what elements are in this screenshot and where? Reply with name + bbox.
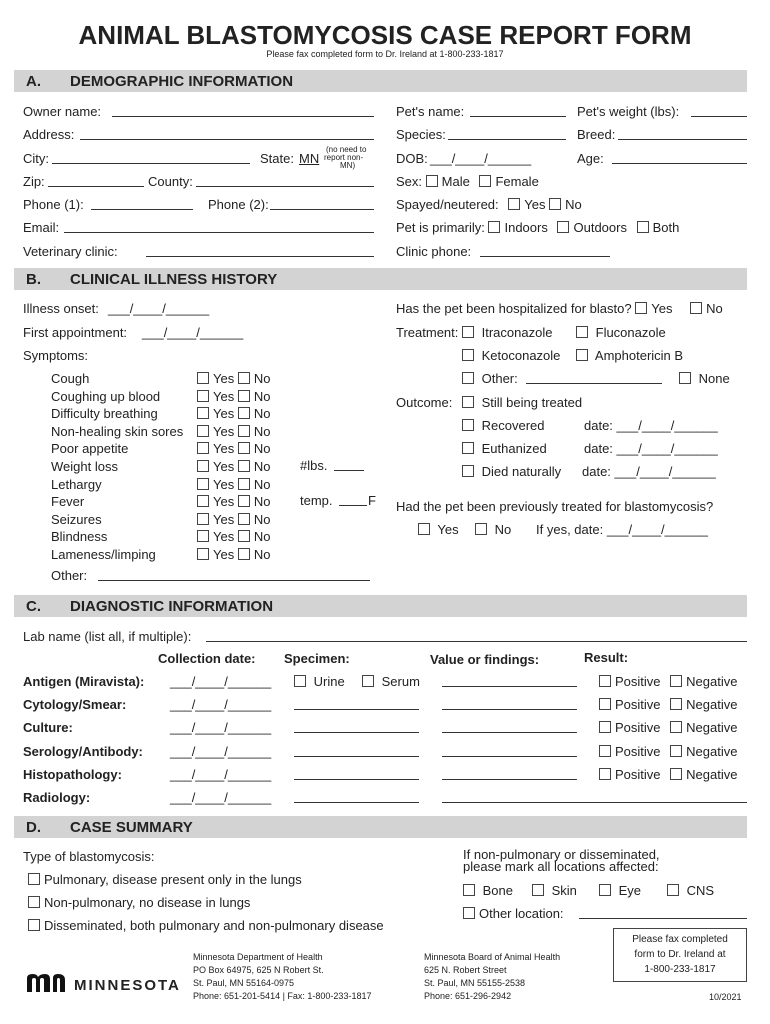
indoors-checkbox[interactable] (488, 221, 500, 233)
collection-date-field[interactable]: ___/____/______ (170, 743, 272, 759)
urine-label: Urine (313, 674, 345, 689)
symptom-label: Lethargy (51, 476, 102, 492)
other-symptom-field[interactable] (98, 580, 370, 581)
specimen-header: Specimen: (284, 651, 350, 666)
symptom-label: Cough (51, 371, 90, 386)
diagnostic-row-label: Radiology: (23, 790, 91, 805)
symptom-yes-checkbox[interactable] (197, 513, 209, 525)
bah-city: St. Paul, MN 55155-2538 (424, 978, 526, 988)
still-treated-checkbox[interactable] (462, 396, 474, 408)
none-checkbox[interactable] (679, 372, 691, 384)
section-title: DIAGNOSTIC INFORMATION (70, 598, 274, 615)
fax-box (613, 928, 747, 982)
outdoors-checkbox[interactable] (557, 221, 569, 233)
address-field[interactable] (80, 139, 374, 140)
value-field[interactable] (442, 732, 577, 733)
symptom-no-checkbox[interactable] (238, 513, 250, 525)
hospitalized-label: Has the pet been hospitalized for blasto? (396, 301, 632, 316)
symptom-no-checkbox[interactable] (238, 390, 250, 402)
mn-logo (25, 972, 67, 998)
breed-field[interactable] (618, 139, 747, 140)
section-b-header (14, 268, 747, 290)
fluconazole-checkbox[interactable] (576, 326, 588, 338)
symptom-label: Non-healing skin sores (51, 423, 184, 439)
ketoconazole-checkbox[interactable] (462, 349, 474, 361)
result-options (599, 744, 737, 760)
clinic-phone-label: Clinic phone: (396, 244, 472, 259)
symptom-no-checkbox[interactable] (238, 442, 250, 454)
other-location-label: Other location: (479, 906, 564, 921)
symptom-no-checkbox[interactable] (238, 407, 250, 419)
positive-checkbox[interactable] (599, 675, 611, 687)
negative-label: Negative (686, 720, 738, 736)
disseminated-label: Disseminated, both pulmonary and non-pulmonary disease (44, 918, 384, 933)
positive-label: Positive (615, 743, 661, 759)
pet-name-label: Pet's name: (396, 104, 465, 119)
fax-line: 1-800-233-1817 (644, 964, 716, 975)
symptom-yes-checkbox[interactable] (197, 495, 209, 507)
symptom-yes-checkbox[interactable] (197, 460, 209, 472)
yes-label: Yes (213, 388, 235, 404)
email-label: Email: (23, 220, 60, 235)
female-label: Female (495, 174, 539, 189)
pet-name-field[interactable] (470, 116, 566, 117)
no-label: No (565, 197, 582, 212)
lab-name-label: Lab name (list all, if multiple): (23, 629, 192, 644)
breed-label: Breed: (577, 127, 616, 142)
state-value: MN (299, 151, 320, 166)
section-title: CASE SUMMARY (70, 819, 193, 836)
prev-no-checkbox[interactable] (475, 523, 487, 535)
temp-label: temp. (300, 493, 333, 508)
symptom-yes-no (197, 389, 270, 405)
symptom-yes-no (197, 494, 270, 510)
hospitalized-yes-checkbox[interactable] (635, 302, 647, 314)
lab-name-field[interactable] (206, 641, 747, 642)
zip-field[interactable] (48, 186, 144, 187)
cns-label: CNS (686, 883, 715, 898)
specimen-field[interactable] (294, 802, 419, 803)
none-label: None (698, 371, 730, 386)
other-symptom-label: Other: (51, 568, 88, 583)
other-treatment-field[interactable] (526, 383, 662, 384)
state-note: report non- (324, 153, 364, 162)
specimen-field[interactable] (294, 779, 419, 780)
section-letter: A. (26, 73, 41, 90)
date-label: date: (584, 418, 613, 433)
symptom-label: Poor appetite (51, 441, 129, 457)
mn-logo-icon (25, 972, 67, 994)
primarily-label: Pet is primarily: (396, 220, 485, 235)
state-note: (no need to (326, 145, 367, 154)
species-label: Species: (396, 127, 446, 142)
address-label: Address: (23, 127, 75, 142)
positive-label: Positive (615, 720, 661, 736)
pulmonary-checkbox[interactable] (28, 873, 40, 885)
fax-line: Please fax completed (632, 934, 728, 945)
symptom-yes-checkbox[interactable] (197, 425, 209, 437)
sex-label: Sex: (396, 174, 423, 189)
diagnostic-row-label: Antigen (Miravista): (23, 674, 145, 689)
symptom-yes-no (197, 477, 270, 493)
positive-checkbox[interactable] (599, 768, 611, 780)
no-label: No (253, 511, 271, 527)
section-c-header (14, 595, 747, 617)
itraconazole-label: Itraconazole (481, 325, 553, 340)
fluconazole-label: Fluconazole (595, 325, 666, 340)
yes-label: Yes (524, 197, 546, 212)
spayed-no-checkbox[interactable] (549, 198, 561, 210)
bone-checkbox[interactable] (463, 884, 475, 896)
state-note: MN) (340, 161, 356, 170)
age-label: Age: (577, 151, 604, 166)
result-options (599, 767, 737, 783)
symptom-yes-checkbox[interactable] (197, 478, 209, 490)
county-label: County: (148, 174, 193, 189)
positive-checkbox[interactable] (599, 721, 611, 733)
yes-label: Yes (213, 511, 235, 527)
section-title: CLINICAL ILLNESS HISTORY (70, 271, 278, 288)
symptom-yes-no (197, 441, 270, 457)
recovered-checkbox[interactable] (462, 419, 474, 431)
positive-label: Positive (615, 674, 661, 689)
if-yes-date-label: If yes, date: (536, 522, 604, 537)
symptom-no-checkbox[interactable] (238, 495, 250, 507)
still-treated-label: Still being treated (481, 395, 583, 410)
symptom-label: Seizures (51, 511, 102, 527)
euthanized-label: Euthanized (481, 441, 547, 456)
symptom-yes-no (197, 371, 270, 387)
negative-checkbox[interactable] (670, 745, 682, 757)
symptom-label: Lameness/limping (51, 547, 156, 562)
section-title: DEMOGRAPHIC INFORMATION (70, 73, 294, 90)
non-pulmonary-label: Non-pulmonary, no disease in lungs (44, 895, 251, 910)
prev-yes-checkbox[interactable] (418, 523, 430, 535)
yes-label: Yes (213, 441, 235, 457)
lbs-field[interactable] (334, 470, 364, 471)
serum-label: Serum (381, 674, 420, 689)
county-field[interactable] (196, 186, 374, 187)
onset-date-field[interactable]: ___/____/______ (108, 301, 210, 316)
yes-label: Yes (213, 494, 235, 510)
result-options (599, 697, 737, 713)
serum-checkbox[interactable] (362, 675, 374, 687)
owner-label: Owner name: (23, 104, 102, 119)
symptom-yes-no (197, 547, 270, 563)
collection-date-header: Collection date: (158, 651, 256, 666)
symptom-label: Coughing up blood (51, 388, 161, 404)
bone-label: Bone (482, 883, 513, 898)
mdh-name: Minnesota Department of Health (193, 952, 323, 962)
prev-date-field[interactable]: ___/____/______ (606, 522, 709, 537)
symptom-yes-checkbox[interactable] (197, 390, 209, 402)
symptom-yes-no (197, 459, 270, 475)
yes-label: Yes (213, 423, 235, 439)
collection-date-field[interactable]: ___/____/______ (170, 766, 272, 782)
indoors-label: Indoors (504, 220, 548, 235)
specimen-field[interactable] (294, 732, 419, 733)
phone2-label: Phone (2): (208, 197, 269, 212)
symptom-no-checkbox[interactable] (238, 478, 250, 490)
first-appointment-date-field[interactable]: ___/____/______ (142, 325, 244, 340)
no-label: No (253, 406, 271, 422)
other-treatment-label: Other: (481, 371, 518, 386)
specimen-field[interactable] (294, 756, 419, 757)
skin-checkbox[interactable] (532, 884, 544, 896)
pet-weight-field[interactable] (691, 116, 747, 117)
previously-treated-label: Had the pet been previously treated for blastomycosis? (396, 499, 714, 514)
mdh-phone: Phone: 651-201-5414 | Fax: 1-800-233-1817 (193, 991, 372, 1001)
symptoms-label: Symptoms: (23, 348, 89, 363)
owner-field[interactable] (112, 116, 374, 117)
negative-checkbox[interactable] (670, 698, 682, 710)
female-checkbox[interactable] (479, 175, 491, 187)
locations-label-1: If non-pulmonary or disseminated, (463, 847, 660, 862)
value-field[interactable] (442, 802, 747, 803)
diagnostic-row-label: Serology/Antibody: (23, 743, 143, 759)
bah-name: Minnesota Board of Animal Health (424, 952, 561, 962)
outcome-label: Outcome: (396, 395, 453, 410)
urine-checkbox[interactable] (294, 675, 306, 687)
no-label: No (253, 459, 271, 474)
yes-label: Yes (213, 547, 235, 562)
clinic-phone-field[interactable] (480, 256, 610, 257)
both-checkbox[interactable] (637, 221, 649, 233)
treatment-label: Treatment: (396, 325, 459, 340)
symptom-no-checkbox[interactable] (238, 425, 250, 437)
negative-label: Negative (686, 697, 738, 713)
eye-label: Eye (618, 883, 642, 898)
positive-label: Positive (615, 697, 661, 713)
hospitalized-no-checkbox[interactable] (690, 302, 702, 314)
itraconazole-checkbox[interactable] (462, 326, 474, 338)
negative-checkbox[interactable] (670, 721, 682, 733)
result-header: Result: (584, 650, 629, 665)
first-appointment-label: First appointment: (23, 325, 128, 340)
zip-label: Zip: (23, 174, 45, 189)
symptom-no-checkbox[interactable] (238, 548, 250, 560)
no-label: No (253, 494, 271, 510)
negative-label: Negative (686, 743, 738, 759)
symptom-yes-checkbox[interactable] (197, 372, 209, 384)
no-label: No (253, 441, 271, 457)
value-field[interactable] (442, 756, 577, 757)
skin-label: Skin (551, 883, 577, 898)
no-label: No (253, 371, 271, 386)
value-header: Value or findings: (430, 652, 540, 667)
other-location-field[interactable] (579, 918, 747, 919)
yes-label: Yes (213, 406, 235, 422)
other-treatment-checkbox[interactable] (462, 372, 474, 384)
locations-label-2: please mark all locations affected: (463, 859, 659, 874)
dob-field[interactable]: ___/____/______ (430, 151, 532, 166)
specimen-field[interactable] (294, 709, 419, 710)
symptom-yes-checkbox[interactable] (197, 530, 209, 542)
negative-label: Negative (686, 674, 738, 689)
collection-date-field[interactable]: ___/____/______ (170, 720, 272, 736)
yes-label: Yes (213, 371, 235, 386)
amphotericin-label: Amphotericin B (594, 348, 684, 363)
section-letter: B. (26, 271, 41, 288)
section-a-header (14, 70, 747, 92)
non-pulmonary-checkbox[interactable] (28, 896, 40, 908)
mdh-address: PO Box 64975, 625 N Robert St. (193, 965, 324, 975)
male-checkbox[interactable] (426, 175, 438, 187)
collection-date-field[interactable]: ___/____/______ (170, 790, 272, 805)
symptom-no-checkbox[interactable] (238, 530, 250, 542)
value-field[interactable] (442, 709, 577, 710)
symptom-yes-no (197, 529, 270, 545)
section-letter: D. (26, 819, 41, 836)
vet-label: Veterinary clinic: (23, 244, 118, 259)
mn-logo-text: MINNESOTA (74, 977, 181, 994)
bah-address: 625 N. Robert Street (424, 965, 507, 975)
date-label: date: (584, 441, 613, 456)
yes-label: Yes (651, 301, 673, 316)
symptom-label: Weight loss (51, 459, 118, 474)
no-label: No (253, 529, 271, 545)
yes-label: Yes (213, 529, 235, 545)
symptom-yes-checkbox[interactable] (197, 442, 209, 454)
fax-line: form to Dr. Ireland at (634, 949, 726, 960)
other-location-checkbox[interactable] (463, 907, 475, 919)
no-label: No (494, 522, 512, 537)
pulmonary-label: Pulmonary, disease present only in the lungs (44, 872, 302, 887)
symptom-label: Blindness (51, 529, 108, 545)
email-field[interactable] (64, 232, 374, 233)
symptom-no-checkbox[interactable] (238, 372, 250, 384)
ketoconazole-label: Ketoconazole (481, 348, 561, 363)
cns-checkbox[interactable] (667, 884, 679, 896)
dob-label: DOB: (396, 151, 428, 166)
disseminated-checkbox[interactable] (28, 919, 40, 931)
died-naturally-label: Died naturally (481, 464, 562, 479)
temp-field[interactable] (339, 505, 367, 506)
negative-checkbox[interactable] (670, 768, 682, 780)
temp-unit: F (368, 493, 376, 508)
no-label: No (706, 301, 723, 316)
collection-date-field[interactable]: ___/____/______ (170, 697, 272, 713)
symptom-label: Fever (51, 494, 85, 510)
section-d-header (14, 816, 747, 838)
collection-date-field[interactable]: ___/____/______ (170, 674, 272, 689)
value-field[interactable] (442, 779, 577, 780)
positive-checkbox[interactable] (599, 745, 611, 757)
diagnostic-row-label: Culture: (23, 720, 73, 736)
result-options (599, 674, 737, 690)
eye-checkbox[interactable] (599, 884, 611, 896)
no-label: No (253, 547, 271, 562)
died-date-field[interactable]: ___/____/______ (614, 464, 716, 479)
both-label: Both (652, 220, 680, 235)
age-field[interactable] (612, 163, 747, 164)
symptom-yes-no (197, 512, 270, 528)
phone1-field[interactable] (91, 209, 193, 210)
city-field[interactable] (52, 163, 250, 164)
onset-label: Illness onset: (23, 301, 99, 316)
spayed-yes-checkbox[interactable] (508, 198, 520, 210)
date-label: date: (582, 464, 611, 479)
lbs-label: #lbs. (300, 458, 328, 473)
value-field[interactable] (442, 686, 577, 687)
species-field[interactable] (448, 139, 566, 140)
form-date: 10/2021 (709, 992, 742, 1002)
result-options (599, 720, 737, 736)
phone2-field[interactable] (270, 209, 374, 210)
symptom-yes-checkbox[interactable] (197, 548, 209, 560)
recovered-label: Recovered (481, 418, 545, 433)
yes-label: Yes (213, 459, 235, 474)
euthanized-date-field[interactable]: ___/____/______ (616, 441, 718, 456)
bah-phone: Phone: 651-296-2942 (424, 991, 512, 1001)
negative-label: Negative (686, 766, 738, 782)
symptom-yes-no (197, 406, 270, 422)
male-label: Male (441, 174, 470, 189)
phone1-label: Phone (1): (23, 197, 84, 212)
died-naturally-checkbox[interactable] (462, 465, 474, 477)
symptom-label: Difficulty breathing (51, 406, 158, 422)
type-label: Type of blastomycosis: (23, 849, 155, 864)
vet-field[interactable] (146, 256, 374, 257)
spayed-label: Spayed/neutered: (396, 197, 499, 212)
pet-weight-label: Pet's weight (lbs): (577, 104, 680, 119)
diagnostic-row-label: Histopathology: (23, 766, 122, 782)
form-title: ANIMAL BLASTOMYCOSIS CASE REPORT FORM (78, 20, 692, 50)
amphotericin-checkbox[interactable] (576, 349, 588, 361)
state-label: State: (260, 151, 294, 166)
recovered-date-field[interactable]: ___/____/______ (616, 418, 718, 433)
yes-label: Yes (213, 476, 235, 492)
no-label: No (253, 423, 271, 439)
euthanized-checkbox[interactable] (462, 442, 474, 454)
symptom-yes-no (197, 424, 270, 440)
city-label: City: (23, 151, 49, 166)
diagnostic-row-label: Cytology/Smear: (23, 697, 127, 713)
no-label: No (253, 388, 271, 404)
symptom-no-checkbox[interactable] (238, 460, 250, 472)
mdh-city: St. Paul, MN 55164-0975 (193, 978, 295, 988)
positive-label: Positive (615, 766, 661, 782)
symptom-yes-checkbox[interactable] (197, 407, 209, 419)
outdoors-label: Outdoors (573, 220, 627, 235)
no-label: No (253, 476, 271, 492)
form-subtitle: Please fax completed form to Dr. Ireland at 1-800-233-1817 (266, 49, 504, 59)
positive-checkbox[interactable] (599, 698, 611, 710)
yes-label: Yes (437, 522, 459, 537)
negative-checkbox[interactable] (670, 675, 682, 687)
section-letter: C. (26, 598, 41, 615)
